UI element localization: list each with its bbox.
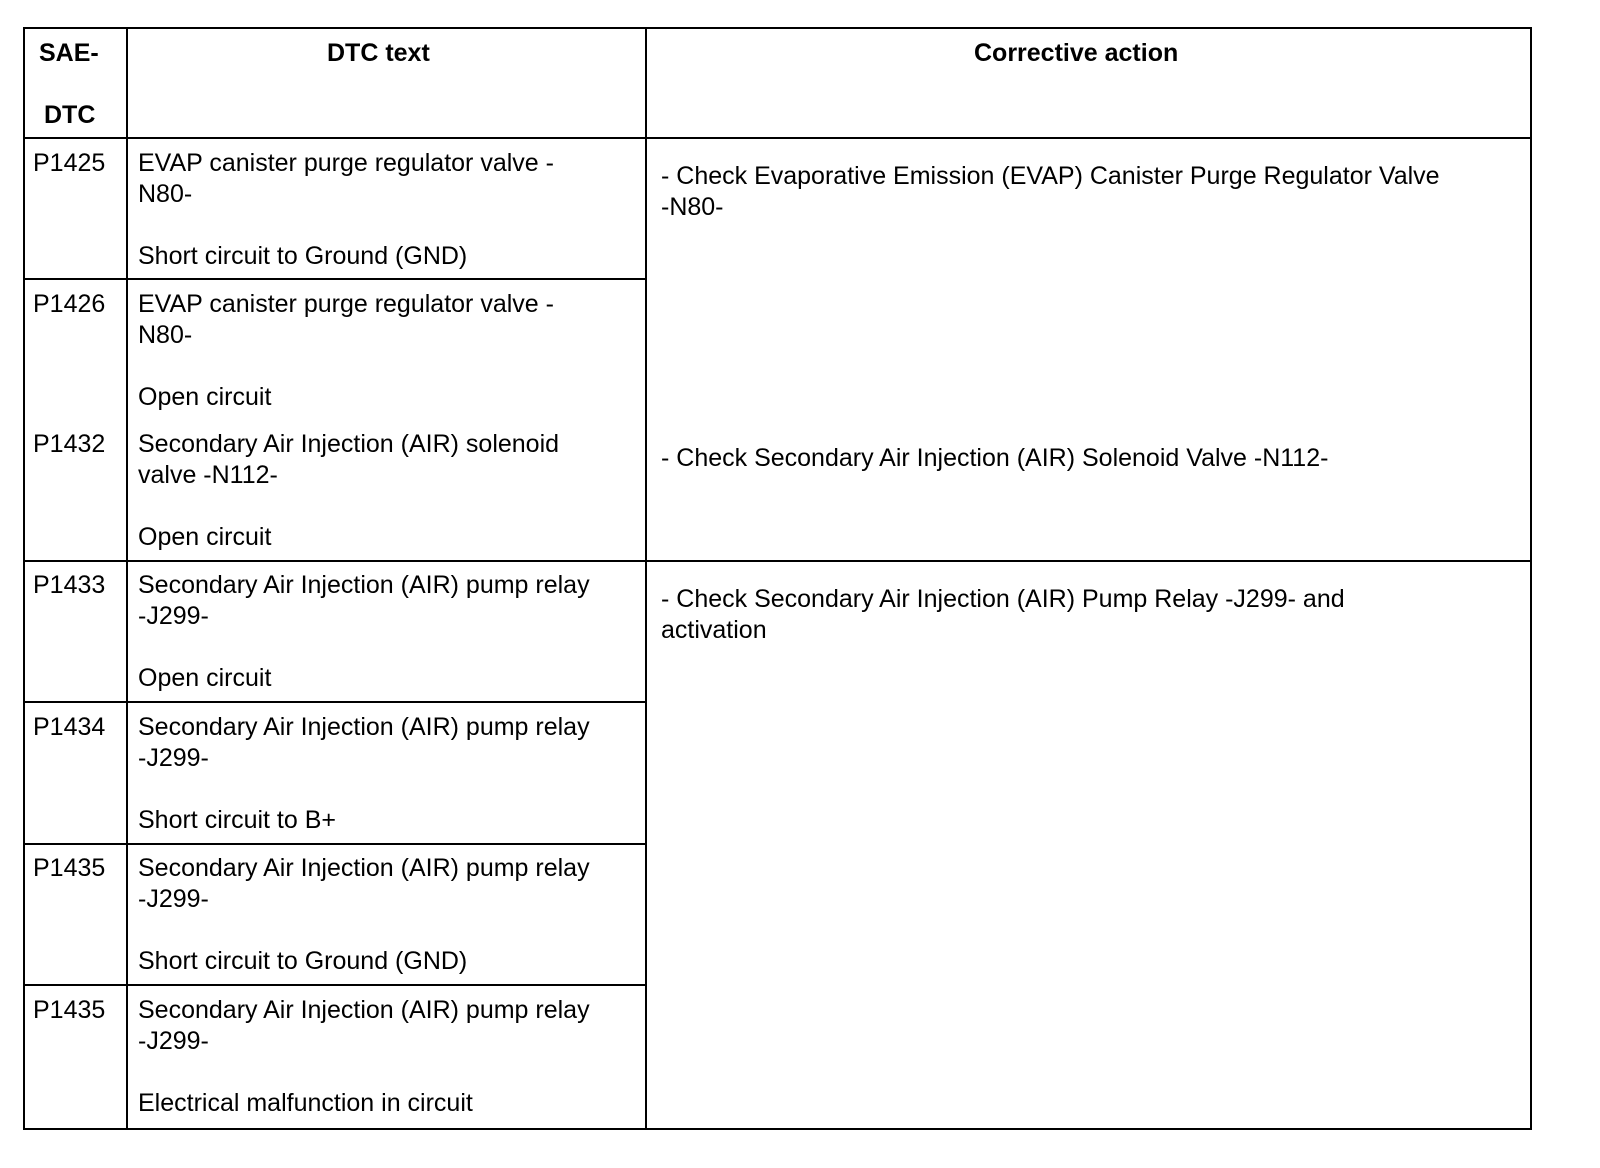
dtc-code: P1434	[33, 713, 106, 741]
header-dtc-text: DTC text	[327, 39, 430, 67]
dtc-description: EVAP canister purge regulator valve -	[138, 149, 554, 177]
corrective-action-text: - Check Secondary Air Injection (AIR) Solenoid Valve -N112-	[661, 444, 1329, 472]
dtc-status: Open circuit	[138, 523, 272, 551]
row-divider	[23, 984, 647, 986]
row-divider	[23, 701, 647, 703]
dtc-description: Secondary Air Injection (AIR) pump relay	[138, 713, 590, 741]
corrective-action-text: - Check Secondary Air Injection (AIR) Pump Relay -J299- and	[661, 585, 1345, 613]
corrective-action-text: -N80-	[661, 193, 724, 221]
dtc-description: Secondary Air Injection (AIR) pump relay	[138, 854, 590, 882]
dtc-description: EVAP canister purge regulator valve -	[138, 290, 554, 318]
dtc-status: Short circuit to Ground (GND)	[138, 947, 468, 975]
dtc-description: N80-	[138, 321, 193, 349]
corrective-action-cell	[661, 443, 1521, 474]
dtc-description: -J299-	[138, 885, 209, 913]
corrective-action-text: - Check Evaporative Emission (EVAP) Canister Purge Regulator Valve	[661, 162, 1440, 190]
dtc-text-cell	[138, 853, 638, 977]
corrective-action-text: activation	[661, 616, 767, 644]
column-divider	[645, 27, 647, 1130]
dtc-code: P1433	[33, 571, 106, 599]
header-sae-dtc: DTC	[44, 101, 96, 129]
header-sae-dtc: SAE-	[39, 39, 99, 67]
corrective-action-cell	[661, 584, 1521, 646]
dtc-description: Secondary Air Injection (AIR) solenoid	[138, 430, 560, 458]
dtc-text-cell	[138, 995, 638, 1119]
dtc-text-cell	[138, 570, 638, 694]
dtc-description: N80-	[138, 180, 193, 208]
dtc-status: Electrical malfunction in circuit	[138, 1089, 473, 1117]
dtc-code: P1435	[33, 854, 106, 882]
dtc-status: Open circuit	[138, 664, 272, 692]
header-corrective-action: Corrective action	[974, 39, 1179, 67]
dtc-status: Open circuit	[138, 383, 272, 411]
dtc-text-cell	[138, 712, 638, 836]
dtc-code: P1432	[33, 430, 106, 458]
dtc-status: Short circuit to B+	[138, 806, 336, 834]
dtc-text-cell	[138, 148, 638, 272]
row-divider	[23, 843, 647, 845]
row-divider	[23, 278, 647, 280]
dtc-text-cell	[138, 429, 638, 553]
corrective-action-cell	[661, 161, 1521, 223]
dtc-code: P1425	[33, 149, 106, 177]
dtc-description: -J299-	[138, 744, 209, 772]
dtc-description: Secondary Air Injection (AIR) pump relay	[138, 571, 590, 599]
dtc-code: P1435	[33, 996, 106, 1024]
dtc-description: valve -N112-	[138, 461, 278, 489]
dtc-status: Short circuit to Ground (GND)	[138, 242, 468, 270]
dtc-code: P1426	[33, 290, 106, 318]
dtc-description: -J299-	[138, 1027, 209, 1055]
column-divider	[126, 27, 128, 1130]
dtc-description: Secondary Air Injection (AIR) pump relay	[138, 996, 590, 1024]
header-divider	[23, 137, 1532, 139]
row-divider	[23, 560, 1532, 562]
dtc-description: -J299-	[138, 602, 209, 630]
dtc-text-cell	[138, 289, 638, 413]
